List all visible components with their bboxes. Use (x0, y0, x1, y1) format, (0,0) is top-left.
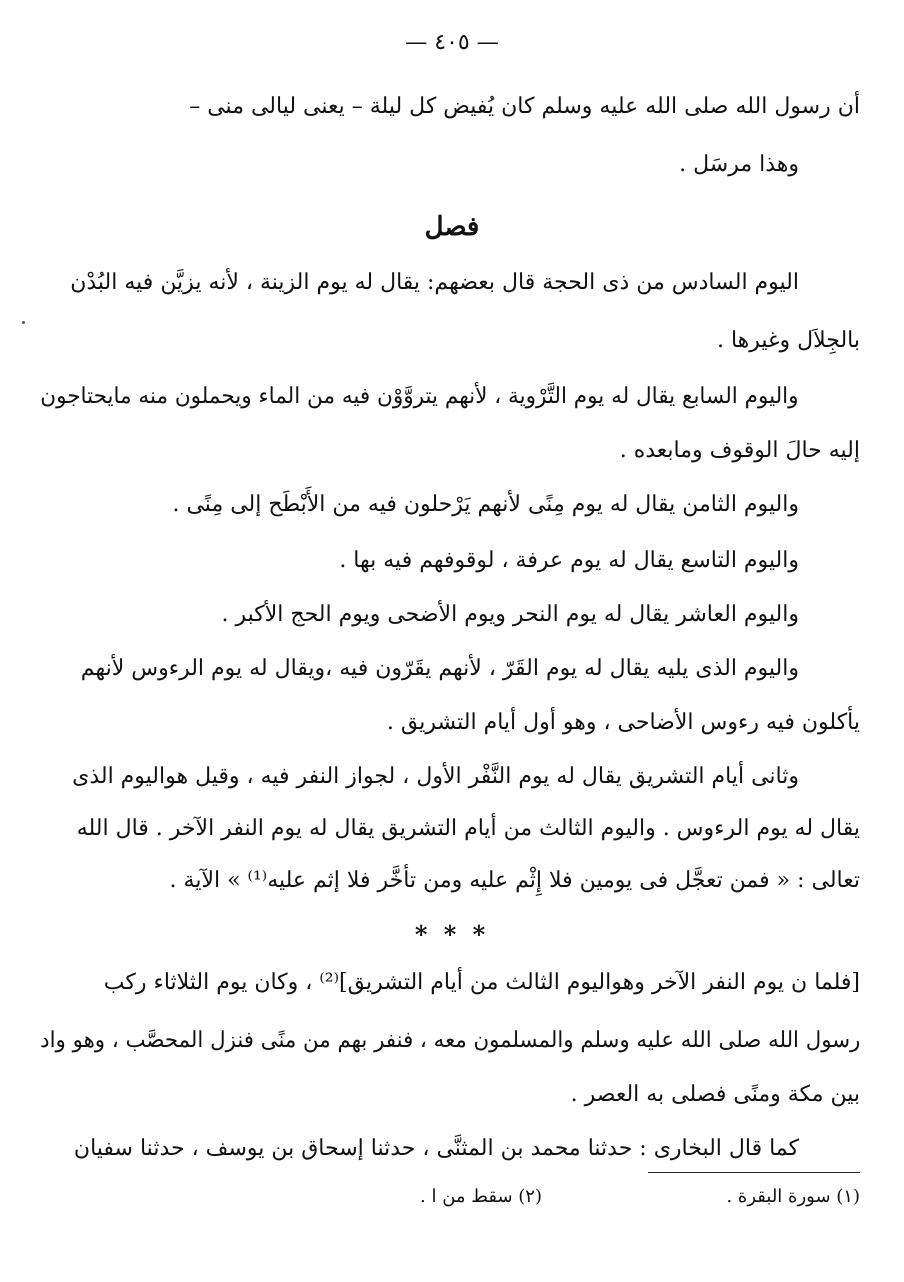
text-line: واليوم التاسع يقال له يوم عرفة ، لوقوفهم فيه بها . (339, 548, 799, 573)
text-line: يأكلون فيه رءوس الأضاحى ، وهو أول أيام التشريق . (386, 710, 860, 735)
text-line: كما قال البخارى : حدثنا محمد بن المثنَّى ، حدثنا إسحاق بن يوسف ، حدثنا سفيان (73, 1136, 799, 1161)
text-line: يقال له يوم الرءوس . واليوم الثالث من أيام التشريق يقال له يوم النفر الآخر . قال الله (76, 816, 860, 841)
text-line: إليه حالَ الوقوف ومابعده . (619, 438, 860, 463)
text-line: واليوم الذى يليه يقال له يوم القَرّ ، لأنهم يقَرّون فيه ،ويقال له يوم الرءوس لأنهم (80, 656, 799, 681)
text-line: رسول الله صلى الله عليه وسلم والمسلمون معه ، فنفر بهم من منًى فنزل المحصَّب ، وهو واد (39, 1028, 860, 1053)
text-line: وهذا مرسَل . (679, 152, 799, 177)
section-divider-stars: * * * (414, 920, 490, 949)
text-line: أن رسول الله صلى الله عليه وسلم كان يُفيض كل ليلة – يعنى ليالى منى – (189, 94, 860, 119)
text-line: وثانى أيام التشريق يقال له يوم النَّفْر الأول ، لجواز النفر فيه ، وقيل هواليوم الذى (72, 764, 799, 789)
text-line: تعالى : « فمن تعجَّل فى يومين فلا إِثْم عليه ومن تأخَّر فلا إثم عليه⁽¹⁾ » الآية . (169, 868, 860, 893)
text-line: واليوم السابع يقال له يوم التَّرْوية ، لأنهم يتروَّوْن فيه من الماء ويحملون منه مايحتاجون (40, 384, 799, 409)
text-line: [فلما ن يوم النفر الآخر وهواليوم الثالث من أيام التشريق]⁽²⁾ ، وكان يوم الثلاثاء ركب (103, 970, 860, 995)
footnote-1: (١) سورة البقرة . (726, 1186, 860, 1207)
text-line: بين مكة ومنًى فصلى به العصر . (570, 1082, 860, 1107)
text-line: واليوم الثامن يقال له يوم مِنًى لأنهم يَرْحلون فيه من الأَبْطَح إلى مِنًى . (172, 492, 799, 517)
footnote-2: (٢) سقط من ا . (420, 1186, 542, 1207)
section-heading: فصل (424, 212, 480, 242)
page-number: — ٤٠٥ — (405, 30, 499, 55)
text-line: واليوم العاشر يقال له يوم النحر ويوم الأضحى ويوم الحج الأكبر . (221, 602, 799, 627)
text-line: بالجِلاَل وغيرها . (716, 328, 860, 353)
margin-speck (22, 321, 25, 324)
text-line: اليوم السادس من ذى الحجة قال بعضهم: يقال له يوم الزينة ، لأنه يزيَّن فيه البُدْن (70, 270, 799, 295)
footnote-rule (648, 1172, 860, 1173)
